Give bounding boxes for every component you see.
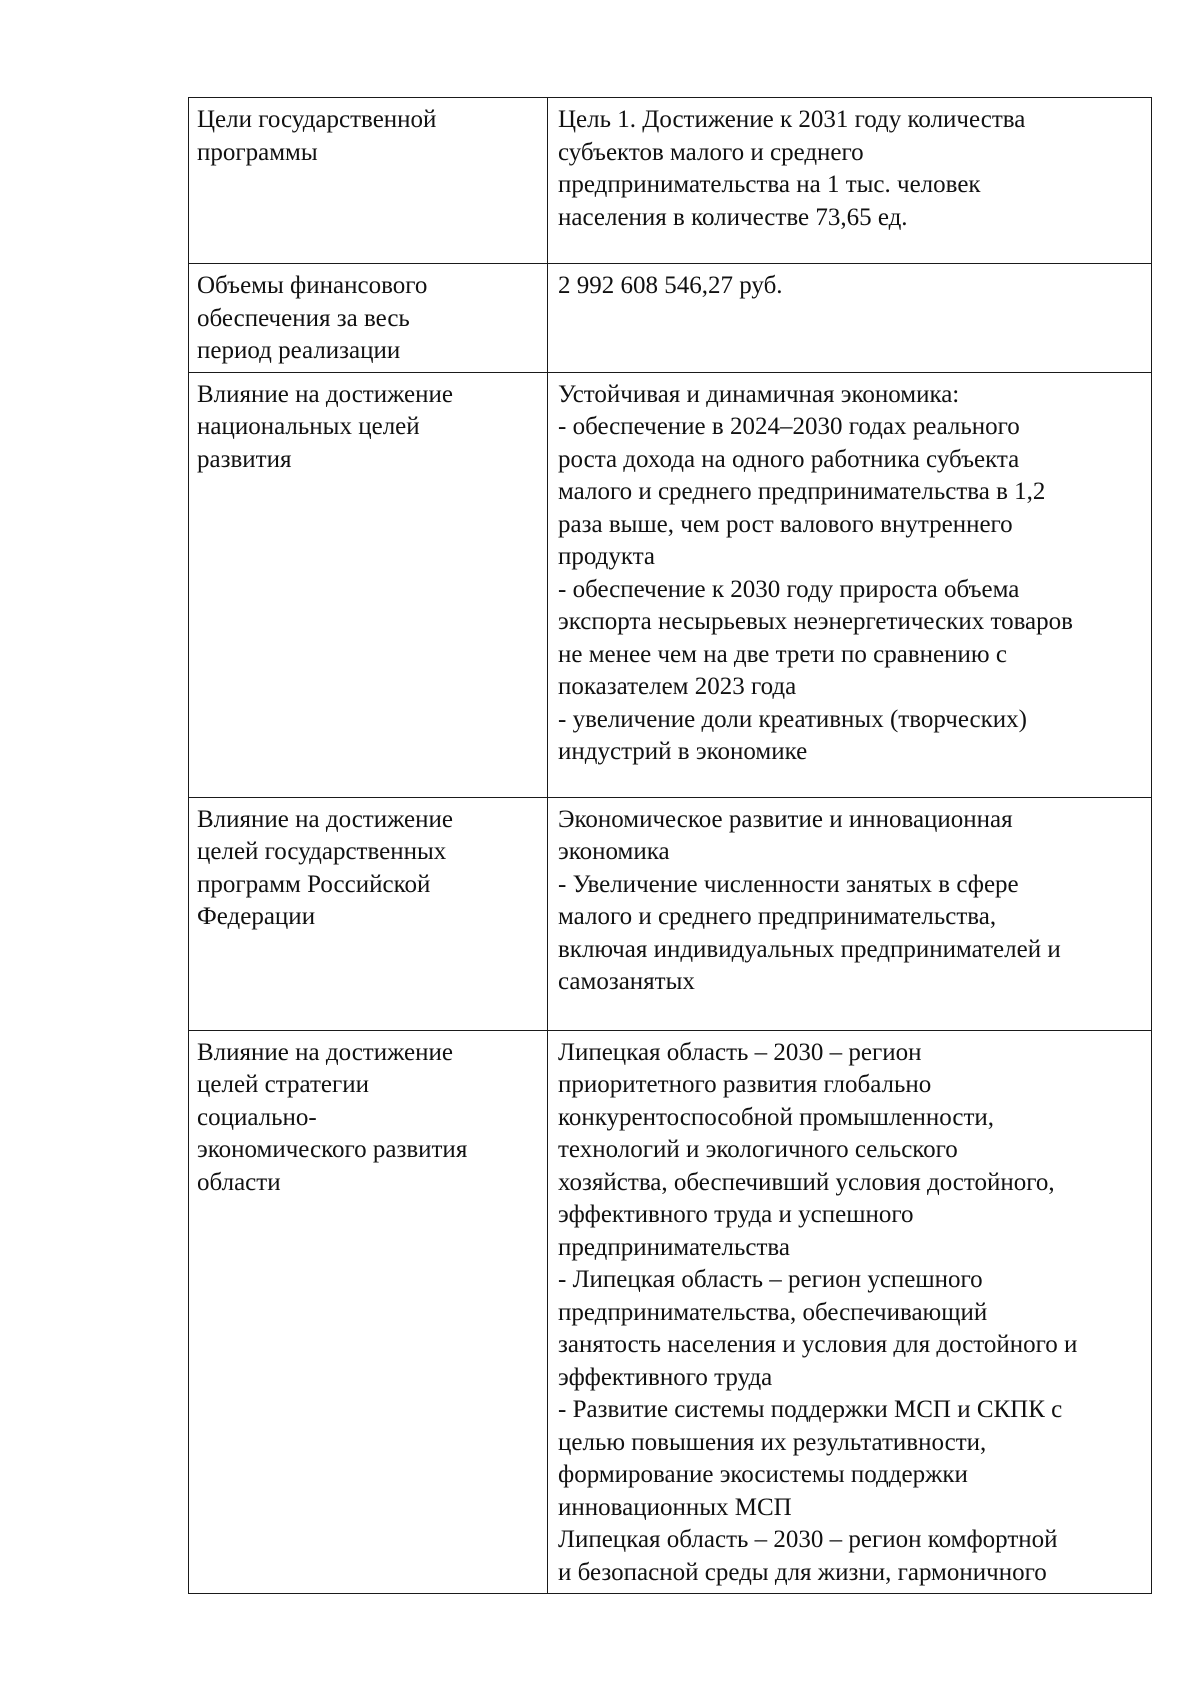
row-label xyxy=(189,797,548,1030)
value-line: продукта xyxy=(558,543,656,570)
value-line: целью повышения их результативности, xyxy=(558,1428,987,1456)
value-line: малого и среднего предпринимательства в 1,2 xyxy=(558,478,1046,505)
value-line: - увеличение доли креативных (творческих) xyxy=(558,705,1027,733)
program-passport-table xyxy=(188,97,1152,1594)
row-value xyxy=(548,98,1152,264)
value-line: - обеспечение в 2024–2030 годах реального xyxy=(558,413,1020,440)
value-line: малого и среднего предпринимательства, xyxy=(558,903,997,930)
value-line: роста дохода на одного работника субъекта xyxy=(558,445,1020,473)
label-line: Цели государственной xyxy=(197,106,437,133)
value-line: не менее чем на две трети по сравнению с xyxy=(558,640,1007,668)
value-line: формирование экосистемы поддержки xyxy=(558,1461,968,1488)
value-line: - обеспечение к 2030 году прироста объема xyxy=(558,575,1020,603)
value-line: Устойчивая и динамичная экономика: xyxy=(558,380,960,408)
value-line: эффективного труда xyxy=(558,1363,773,1391)
value-line: хозяйства, обеспечивший условия достойного, xyxy=(558,1168,1055,1196)
value-line: индустрий в экономике xyxy=(558,738,808,765)
value-line: конкурентоспособной промышленности, xyxy=(558,1103,995,1131)
table-row-funding xyxy=(189,264,1152,373)
table-row-national-goals xyxy=(189,372,1152,797)
value-line: экспорта несырьевых неэнергетических товаров xyxy=(558,608,1073,635)
row-label xyxy=(189,264,548,373)
value-line: Липецкая область – 2030 – регион комфортной xyxy=(558,1526,1058,1553)
value-line: предпринимательства, обеспечивающий xyxy=(558,1298,988,1326)
value-line: эффективного труда и успешного xyxy=(558,1201,914,1228)
value-line: включая индивидуальных предпринимателей и xyxy=(558,935,1061,963)
label-line: развития xyxy=(197,445,292,473)
value-line: приоритетного развития глобально xyxy=(558,1071,932,1098)
label-line: программы xyxy=(197,138,318,166)
value-line: занятость населения и условия для достойного и xyxy=(558,1331,1078,1358)
value-line: инновационных МСП xyxy=(558,1493,792,1521)
label-line: обеспечения за весь xyxy=(197,304,410,332)
value-line: технологий и экологичного сельского xyxy=(558,1136,958,1163)
label-line: период реализации xyxy=(197,337,401,364)
row-value xyxy=(548,797,1152,1030)
label-line: целей государственных xyxy=(197,838,447,865)
value-line: экономика xyxy=(558,838,670,865)
value-line: предпринимательства на 1 тыс. человек xyxy=(558,171,981,198)
value-line: 2 992 608 546,27 руб. xyxy=(558,272,783,299)
value-line: Цель 1. Достижение к 2031 году количества xyxy=(558,106,1026,133)
label-line: Влияние на достижение xyxy=(197,805,453,833)
value-line: субъектов малого и среднего xyxy=(558,138,864,166)
label-line: экономического развития xyxy=(197,1136,468,1163)
value-line: - Увеличение численности занятых в сфере xyxy=(558,870,1019,898)
label-line: Объемы финансового xyxy=(197,272,428,299)
value-line: раза выше, чем рост валового внутреннего xyxy=(558,510,1013,538)
value-line: предпринимательства xyxy=(558,1233,790,1261)
value-line: показателем 2023 года xyxy=(558,673,797,700)
row-label xyxy=(189,1030,548,1594)
label-line: области xyxy=(197,1168,281,1196)
label-line: Влияние на достижение xyxy=(197,380,453,408)
row-value xyxy=(548,372,1152,797)
value-line: - Развитие системы поддержки МСП и СКПК с xyxy=(558,1396,1063,1423)
table-row-goals xyxy=(189,98,1152,264)
label-line: программ Российской xyxy=(197,870,431,898)
label-line: целей стратегии xyxy=(197,1071,369,1098)
value-line: Экономическое развитие и инновационная xyxy=(558,805,1013,833)
value-line: - Липецкая область – регион успешного xyxy=(558,1266,983,1293)
table-row-regional-strategy xyxy=(189,1030,1152,1594)
row-value xyxy=(548,264,1152,373)
row-label xyxy=(189,372,548,797)
label-line: социально- xyxy=(197,1103,317,1131)
value-line: самозанятых xyxy=(558,968,695,995)
row-value xyxy=(548,1030,1152,1594)
row-label xyxy=(189,98,548,264)
table-row-federal-programs xyxy=(189,797,1152,1030)
label-line: национальных целей xyxy=(197,413,420,440)
label-line: Федерации xyxy=(197,903,316,930)
label-line: Влияние на достижение xyxy=(197,1038,453,1066)
value-line: Липецкая область – 2030 – регион xyxy=(558,1038,922,1066)
value-line: и безопасной среды для жизни, гармоничного xyxy=(558,1558,1047,1586)
value-line: населения в количестве 73,65 ед. xyxy=(558,203,908,231)
